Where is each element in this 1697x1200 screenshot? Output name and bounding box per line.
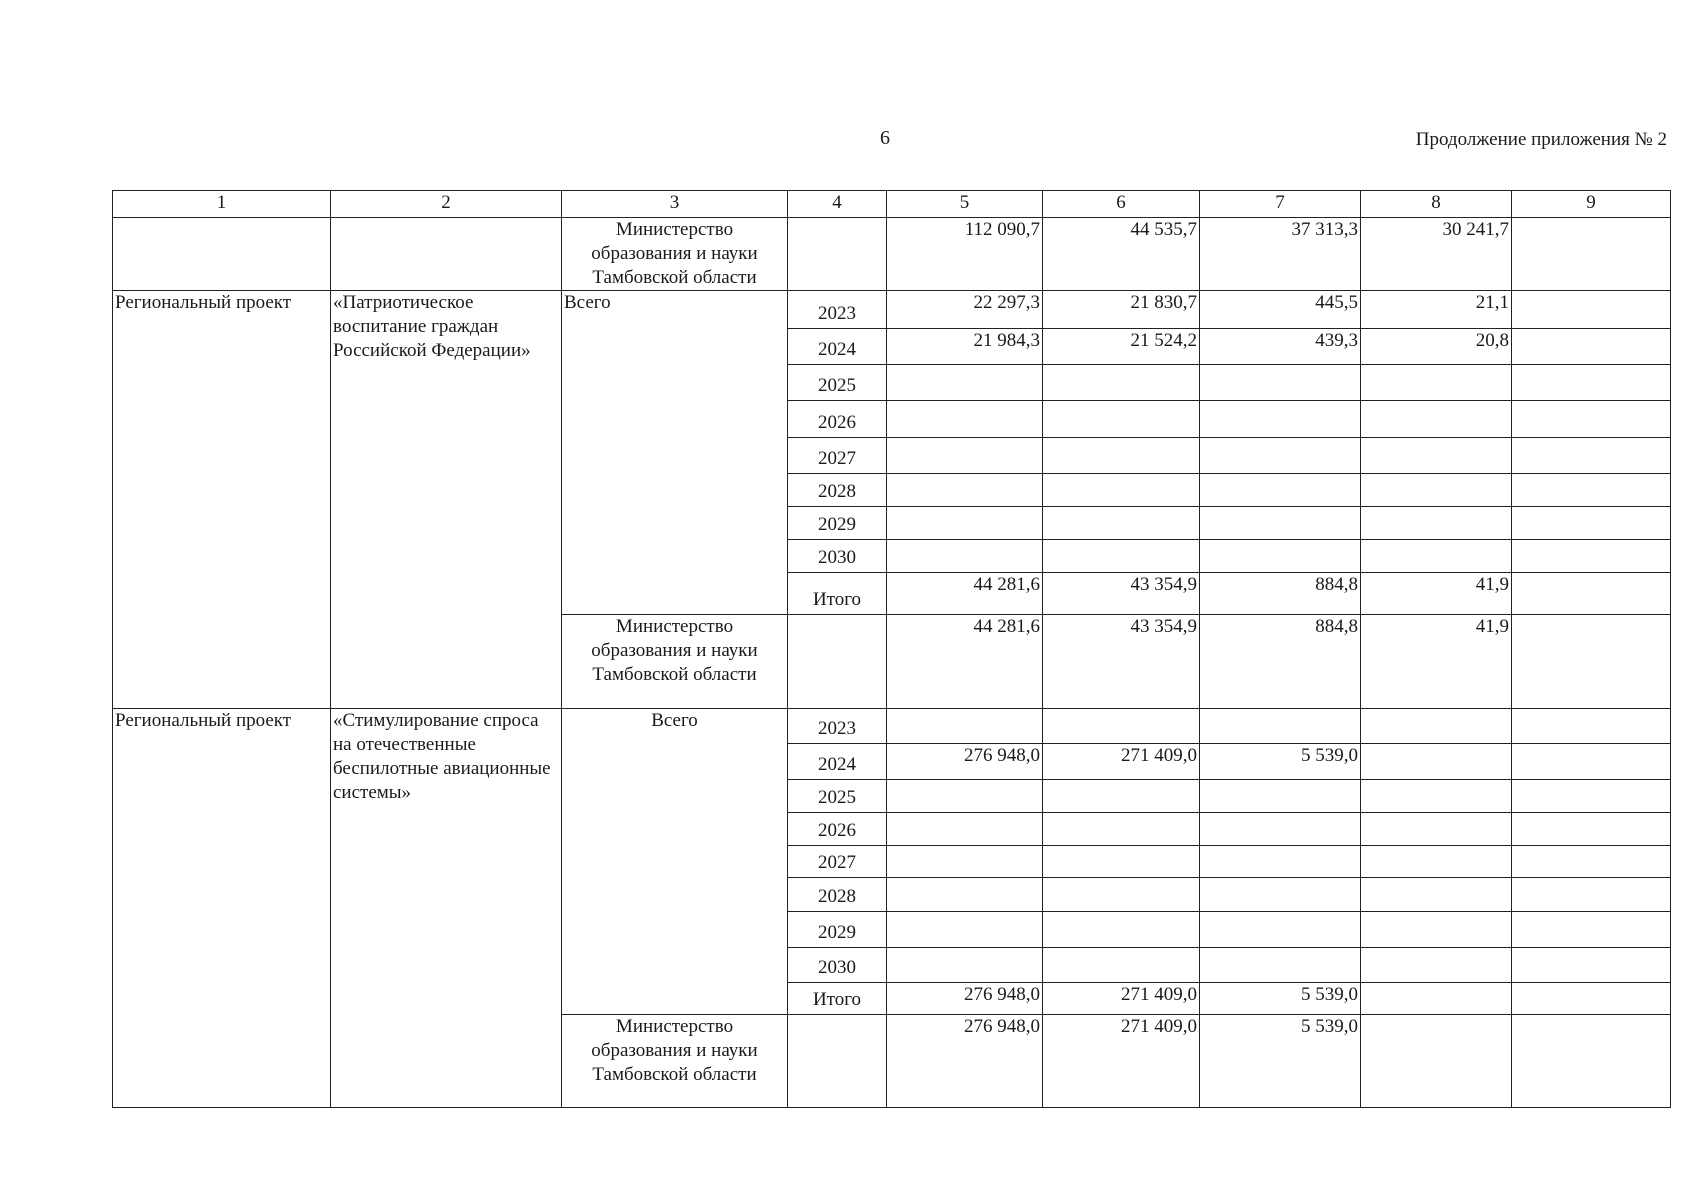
value-cell: 44 281,6: [887, 573, 1043, 615]
value-cell: 439,3: [1200, 329, 1361, 365]
value-cell: [1512, 912, 1671, 948]
total-label-cell: Всего: [562, 709, 788, 1015]
value-cell: 22 297,3: [887, 291, 1043, 329]
value-cell: 271 409,0: [1043, 1015, 1200, 1108]
value-cell: 43 354,9: [1043, 573, 1200, 615]
value-cell: 884,8: [1200, 573, 1361, 615]
year-cell: 2030: [788, 540, 887, 573]
header-row: [113, 191, 1671, 218]
value-cell: [1200, 365, 1361, 401]
value-cell: [1200, 438, 1361, 474]
year-cell: 2024: [788, 329, 887, 365]
value-cell: 44 281,6: [887, 615, 1043, 709]
value-cell: [1043, 709, 1200, 744]
value-cell: 112 090,7: [887, 218, 1043, 291]
value-cell: [1200, 912, 1361, 948]
column-number: 4: [788, 191, 887, 218]
value-cell: [887, 780, 1043, 813]
value-cell: [1361, 948, 1512, 983]
value-cell: [1361, 540, 1512, 573]
value-cell: [1512, 438, 1671, 474]
value-cell: [887, 540, 1043, 573]
value-cell: [1512, 474, 1671, 507]
value-cell: [1043, 813, 1200, 846]
value-cell: [1043, 846, 1200, 878]
value-cell: [1043, 878, 1200, 912]
value-cell: [1361, 813, 1512, 846]
budget-table: [112, 190, 1671, 1108]
value-cell: [1361, 846, 1512, 878]
value-cell: [887, 846, 1043, 878]
value-cell: [1512, 507, 1671, 540]
empty-cell: [113, 218, 331, 291]
year-cell: 2026: [788, 813, 887, 846]
value-cell: [1200, 780, 1361, 813]
value-cell: [1043, 780, 1200, 813]
year-cell: 2027: [788, 438, 887, 474]
year-row: [113, 291, 1671, 329]
value-cell: [1200, 846, 1361, 878]
value-cell: 276 948,0: [887, 1015, 1043, 1108]
year-cell: 2028: [788, 878, 887, 912]
value-cell: [1200, 507, 1361, 540]
value-cell: [887, 474, 1043, 507]
value-cell: [1361, 912, 1512, 948]
ministry-cell: Министерство образования и науки Тамбовской области: [562, 218, 788, 291]
value-cell: [1512, 709, 1671, 744]
value-cell: [1512, 291, 1671, 329]
value-cell: 271 409,0: [1043, 983, 1200, 1015]
value-cell: [1512, 218, 1671, 291]
value-cell: [1361, 507, 1512, 540]
itogo-cell: Итого: [788, 983, 887, 1015]
appendix-label: Продолжение приложения № 2: [1415, 129, 1667, 150]
value-cell: 21 984,3: [887, 329, 1043, 365]
project-type-cell: Региональный проект: [113, 291, 331, 709]
year-cell: 2027: [788, 846, 887, 878]
value-cell: [1200, 540, 1361, 573]
ministry-cell: Министерство образования и науки Тамбовской области: [562, 615, 788, 709]
total-label-cell: Всего: [562, 291, 788, 615]
year-row: [113, 709, 1671, 744]
year-cell: 2023: [788, 709, 887, 744]
year-cell: 2024: [788, 744, 887, 780]
value-cell: [1043, 438, 1200, 474]
value-cell: [1200, 948, 1361, 983]
value-cell: [887, 813, 1043, 846]
value-cell: [1512, 401, 1671, 438]
itogo-cell: Итого: [788, 573, 887, 615]
value-cell: 276 948,0: [887, 983, 1043, 1015]
year-cell: 2029: [788, 912, 887, 948]
year-cell: 2028: [788, 474, 887, 507]
value-cell: [887, 507, 1043, 540]
value-cell: [1043, 912, 1200, 948]
value-cell: [1512, 365, 1671, 401]
value-cell: [887, 948, 1043, 983]
value-cell: [1043, 540, 1200, 573]
value-cell: 44 535,7: [1043, 218, 1200, 291]
value-cell: [1512, 329, 1671, 365]
project-type-cell: Региональный проект: [113, 709, 331, 1108]
page-number: 6: [880, 127, 890, 149]
value-cell: [1361, 438, 1512, 474]
empty-cell: [331, 218, 562, 291]
value-cell: [1361, 401, 1512, 438]
value-cell: [1512, 744, 1671, 780]
value-cell: [1043, 365, 1200, 401]
value-cell: 21 830,7: [1043, 291, 1200, 329]
table-row: [113, 218, 1671, 291]
value-cell: 276 948,0: [887, 744, 1043, 780]
year-cell: 2026: [788, 401, 887, 438]
year-cell: 2030: [788, 948, 887, 983]
value-cell: [1361, 1015, 1512, 1108]
value-cell: [1512, 948, 1671, 983]
value-cell: 41,9: [1361, 573, 1512, 615]
value-cell: [1200, 474, 1361, 507]
year-cell: 2025: [788, 780, 887, 813]
value-cell: [1043, 507, 1200, 540]
value-cell: [1361, 983, 1512, 1015]
value-cell: [1043, 948, 1200, 983]
value-cell: [1361, 474, 1512, 507]
year-cell: 2025: [788, 365, 887, 401]
project-name-cell: «Патриотическое воспитание граждан Российской Федерации»: [331, 291, 562, 709]
ministry-cell: Министерство образования и науки Тамбовской области: [562, 1015, 788, 1108]
year-cell: 2029: [788, 507, 887, 540]
column-number: 2: [331, 191, 562, 218]
value-cell: [887, 438, 1043, 474]
value-cell: [1200, 813, 1361, 846]
column-number: 1: [113, 191, 331, 218]
column-number: 8: [1361, 191, 1512, 218]
column-number: 7: [1200, 191, 1361, 218]
value-cell: 5 539,0: [1200, 744, 1361, 780]
value-cell: [1512, 878, 1671, 912]
value-cell: [1512, 615, 1671, 709]
value-cell: 30 241,7: [1361, 218, 1512, 291]
empty-cell: [788, 218, 887, 291]
project-name-cell: «Стимулирование спроса на отечественные беспилотные авиационные системы»: [331, 709, 562, 1108]
column-number: 5: [887, 191, 1043, 218]
value-cell: 271 409,0: [1043, 744, 1200, 780]
value-cell: [1512, 813, 1671, 846]
value-cell: 37 313,3: [1200, 218, 1361, 291]
value-cell: 5 539,0: [1200, 983, 1361, 1015]
column-number: 9: [1512, 191, 1671, 218]
value-cell: [1512, 846, 1671, 878]
column-number: 6: [1043, 191, 1200, 218]
year-cell: 2023: [788, 291, 887, 329]
value-cell: [1512, 573, 1671, 615]
value-cell: [1512, 540, 1671, 573]
value-cell: 5 539,0: [1200, 1015, 1361, 1108]
value-cell: [1512, 1015, 1671, 1108]
value-cell: [1512, 780, 1671, 813]
value-cell: 20,8: [1361, 329, 1512, 365]
empty-cell: [788, 615, 887, 709]
value-cell: 884,8: [1200, 615, 1361, 709]
empty-cell: [788, 1015, 887, 1108]
value-cell: [1512, 983, 1671, 1015]
value-cell: 445,5: [1200, 291, 1361, 329]
value-cell: [1043, 401, 1200, 438]
value-cell: 43 354,9: [1043, 615, 1200, 709]
value-cell: [1361, 365, 1512, 401]
value-cell: [1361, 709, 1512, 744]
value-cell: [1200, 878, 1361, 912]
value-cell: [1361, 780, 1512, 813]
value-cell: [887, 365, 1043, 401]
value-cell: [887, 401, 1043, 438]
value-cell: [1200, 709, 1361, 744]
value-cell: [1361, 878, 1512, 912]
value-cell: [1200, 401, 1361, 438]
column-number: 3: [562, 191, 788, 218]
value-cell: 41,9: [1361, 615, 1512, 709]
value-cell: [887, 912, 1043, 948]
value-cell: [1361, 744, 1512, 780]
value-cell: [1043, 474, 1200, 507]
value-cell: [887, 878, 1043, 912]
value-cell: 21 524,2: [1043, 329, 1200, 365]
value-cell: [887, 709, 1043, 744]
value-cell: 21,1: [1361, 291, 1512, 329]
